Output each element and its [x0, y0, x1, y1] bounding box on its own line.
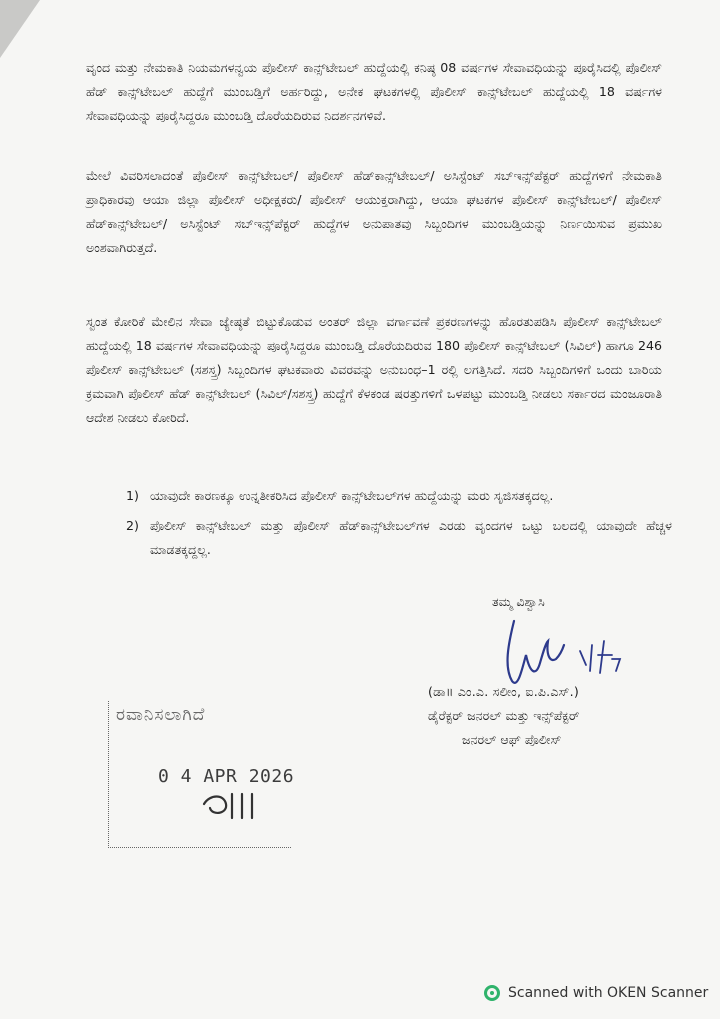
oken-scanner-logo-icon — [484, 985, 500, 1001]
handwritten-signature — [500, 615, 630, 695]
condition-item — [126, 484, 672, 508]
paragraph-3: ಸ್ವಂತ ಕೋರಿಕೆ ಮೇಲಿನ ಸೇವಾ ಜ್ಯೇಷ್ಠತೆ ಬಿಟ್ಟುಕೊಡುವ ಅಂತರ್ ಜಿಲ್ಲಾ ವರ್ಗಾವಣೆ ಪ್ರಕರಣಗಳನ್ನು ಹೊರತುಪಡಿಸಿ ಪೊಲೀಸ್ ಕಾನ್ಸ್‌ಟೇಬಲ್ ಹುದ್ದೆಯಲ್ಲಿ 18 ವರ್ಷಗಳ ಸೇವಾವಧಿಯನ್ನು ಪೂರೈಸಿದ್ದರೂ ಮುಂಬಡ್ತಿ ದೊರೆಯದಿರುವ 180 ಪೊಲೀಸ್ ಕಾನ್ಸ್‌ಟೇಬಲ್ (ಸಿವಿಲ್) ಹಾಗೂ 246 ಪೊಲೀಸ್ ಕಾನ್ಸ್‌ಟೇಬಲ್ (ಸಶಸ್ತ್ರ) ಸಿಬ್ಬಂದಿಗಳ ಘಟಕವಾರು ವಿವರವನ್ನು ಅನುಬಂಧ–1 ರಲ್ಲಿ ಲಗತ್ತಿಸಿದೆ. ಸದರಿ ಸಿಬ್ಬಂದಿಗಳಿಗೆ ಒಂದು ಬಾರಿಯ ಕ್ರಮವಾಗಿ ಪೊಲೀಸ್ ಹೆಡ್ ಕಾನ್ಸ್‌ಟೇಬಲ್ (ಸಿವಿಲ್/ಸಶಸ್ತ್ರ) ಹುದ್ದೆಗೆ ಕೆಳಕಂಡ ಷರತ್ತುಗಳಿಗೆ ಒಳಪಟ್ಟು ಮುಂಬಡ್ತಿ ನೀಡಲು ಸರ್ಕಾರದ ಮಂಜೂರಾತಿ ಆದೇಶ ನೀಡಲು ಕೋರಿದೆ. — [86, 314, 662, 425]
folded-corner — [0, 0, 40, 58]
signatory-designation-line2: ಜನರಲ್ ಆಫ್ ಪೊಲೀಸ್ — [462, 732, 562, 747]
stamp-initials-signature — [200, 784, 270, 824]
signatory-designation-line1: ಡೈರೆಕ್ಟರ್ ಜನರಲ್ ಮತ್ತು ಇನ್ಸ್‌ಪೆಕ್ಟರ್ — [428, 708, 580, 723]
stamp-date: 0 4 APR 2026 — [158, 766, 295, 787]
closing-salutation: ತಮ್ಮ ವಿಶ್ವಾಸಿ — [492, 594, 545, 609]
stamp-title: ರವಾನಿಸಲಾಗಿದೆ — [116, 705, 206, 725]
condition-item — [126, 514, 672, 562]
paragraph-1: ವೃಂದ ಮತ್ತು ನೇಮಕಾತಿ ನಿಯಮಗಳನ್ವಯ ಪೊಲೀಸ್ ಕಾನ್ಸ್‌ಟೇಬಲ್ ಹುದ್ದೆಯಲ್ಲಿ ಕನಿಷ್ಠ 08 ವರ್ಷಗಳ ಸೇವಾವಧಿಯನ್ನು ಪೂರೈಸಿದಲ್ಲಿ ಪೊಲೀಸ್ ಹೆಡ್ ಕಾನ್ಸ್‌ಟೇಬಲ್ ಹುದ್ದೆಗೆ ಮುಂಬಡ್ತಿಗೆ ಅರ್ಹರಿದ್ದು, ಅನೇಕ ಘಟಕಗಳಲ್ಲಿ ಪೊಲೀಸ್ ಕಾನ್ಸ್‌ಟೇಬಲ್ ಹುದ್ದೆಯಲ್ಲಿ 18 ವರ್ಷಗಳ ಸೇವಾವಧಿಯನ್ನು ಪೂರೈಸಿದ್ದರೂ ಮುಂಬಡ್ತಿ ದೊರೆಯದಿರುವ ನಿದರ್ಶನಗಳಿವೆ. — [86, 60, 662, 123]
signatory-name: (ಡಾ॥ ಎಂ.ಎ. ಸಲೀಂ, ಐ.ಪಿ.ಎಸ್.) — [428, 684, 579, 699]
scanner-watermark — [484, 985, 708, 1001]
condition-text: ಪೊಲೀಸ್ ಕಾನ್ಸ್‌ಟೇಬಲ್ ಮತ್ತು ಪೊಲೀಸ್ ಹೆಡ್‌ಕಾನ್ಸ್‌ಟೇಬಲ್‌ಗಳ ಎರಡು ವೃಂದಗಳ ಒಟ್ಟು ಬಲದಲ್ಲಿ ಯಾವುದೇ ಹೆಚ್ಚಳ ಮಾಡತಕ್ಕದ್ದಲ್ಲ. — [150, 518, 672, 557]
scanner-text: Scanned with OKEN Scanner — [508, 985, 709, 1001]
condition-number: 2) — [126, 518, 139, 533]
condition-text: ಯಾವುದೇ ಕಾರಣಕ್ಕೂ ಉನ್ನತೀಕರಿಸಿದ ಪೊಲೀಸ್ ಕಾನ್ಸ್‌ಟೇಬಲ್‌ಗಳ ಹುದ್ದೆಯನ್ನು ಮರು ಸೃಜಿಸತಕ್ಕದಲ್ಲ. — [150, 488, 554, 503]
condition-number: 1) — [126, 488, 139, 503]
paragraph-2: ಮೇಲೆ ವಿವರಿಸಲಾದಂತೆ ಪೊಲೀಸ್ ಕಾನ್ಸ್‌ಟೇಬಲ್/ ಪೊಲೀಸ್ ಹೆಡ್‌ಕಾನ್ಸ್‌ಟೇಬಲ್/ ಅಸಿಸ್ಟೆಂಟ್ ಸಬ್‌ಇನ್ಸ್‌ಪೆಕ್ಟರ್ ಹುದ್ದೆಗಳಿಗೆ ನೇಮಕಾತಿ ಪ್ರಾಧಿಕಾರವು ಆಯಾ ಜಿಲ್ಲಾ ಪೊಲೀಸ್ ಅಧೀಕ್ಷಕರು/ ಪೊಲೀಸ್ ಆಯುಕ್ತರಾಗಿದ್ದು, ಆಯಾ ಘಟಕಗಳ ಪೊಲೀಸ್ ಕಾನ್ಸ್‌ಟೇಬಲ್/ ಪೊಲೀಸ್ ಹೆಡ್‌ಕಾನ್ಸ್‌ಟೇಬಲ್/ ಅಸಿಸ್ಟೆಂಟ್ ಸಬ್‌ಇನ್ಸ್‌ಪೆಕ್ಟರ್ ಹುದ್ದೆಗಳ ಅನುಪಾತವು ಸಿಬ್ಬಂದಿಗಳ ಮುಂಬಡ್ತಿಯನ್ನು ನಿರ್ಣಯಿಸುವ ಪ್ರಮುಖ ಅಂಶವಾಗಿರುತ್ತದೆ. — [86, 168, 662, 255]
conditions-list — [126, 484, 672, 568]
